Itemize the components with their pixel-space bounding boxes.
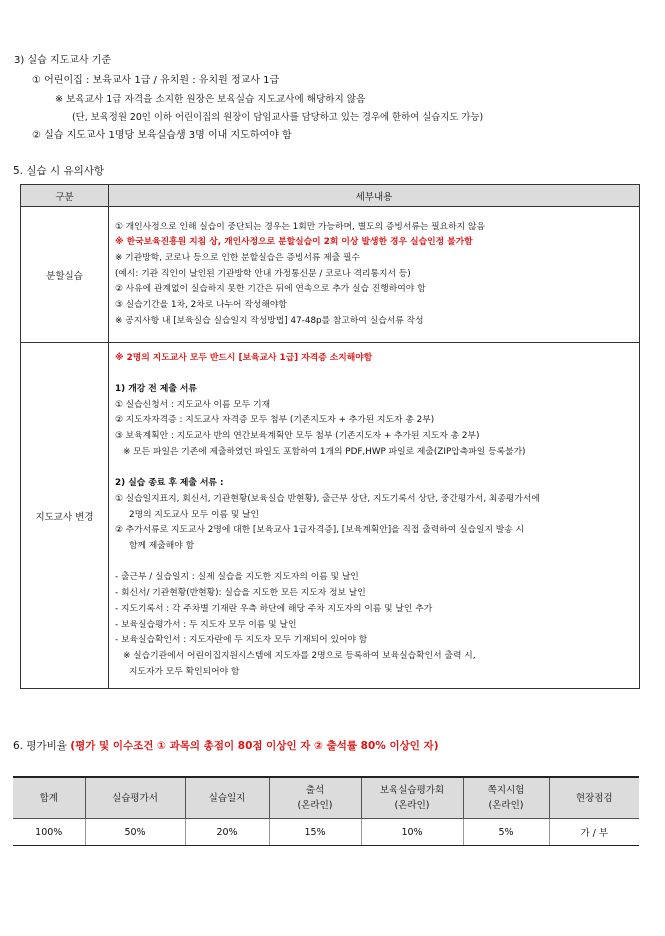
table-row-split-practice	[21, 207, 640, 343]
value-site-inspection: 가 / 부	[549, 819, 639, 846]
evaluation-ratio-table	[13, 776, 639, 846]
value-total: 100%	[13, 819, 85, 846]
after-item-2-cont: 함께 제출해야 함	[129, 541, 195, 552]
header-evaluation-meeting-line1: 보육실습평가회	[379, 785, 445, 796]
header-detail: 세부내용	[109, 185, 640, 207]
supervisor-warning: ※ 2명의 지도교사 모두 반드시 [보육교사 1급] 자격증 소지해야함	[115, 352, 373, 363]
header-quiz	[463, 777, 549, 819]
header-attendance-line1: 출석	[305, 785, 325, 796]
before-submit-title: 1) 개강 전 제출 서류	[115, 384, 197, 395]
before-item-1: ① 실습신청서 : 지도교사 이름 모두 기재	[115, 399, 271, 410]
before-item-note: ※ 모든 파일은 기존에 제출하였던 파일도 포함하여 1개의 PDF,HWP 파일로 제출(ZIP압축파일 등록불가)	[123, 446, 526, 457]
value-evaluation-meeting: 10%	[361, 819, 463, 846]
header-evaluation-meeting	[361, 777, 463, 819]
doc-note-4: - 보육실습평가서 : 두 지도자 모두 이름 및 날인	[115, 619, 297, 630]
value-attendance: 15%	[269, 819, 361, 846]
header-evaluation-meeting-line2: (온라인)	[394, 800, 430, 811]
section3-note: ※ 보육교사 1급 자격을 소지한 원장은 보육실습 지도교사에 해당하지 않음	[55, 94, 366, 105]
row-detail-supervisor-change	[109, 343, 640, 689]
value-quiz: 5%	[463, 819, 549, 846]
header-site-inspection: 현장점검	[549, 777, 639, 819]
row-label-supervisor-change: 지도교사 변경	[21, 343, 109, 689]
after-item-2: ② 추가서류로 지도교사 2명에 대한 [보육교사 1급자격증], [보육계획안]을 직접 출력하여 실습일지 발송 시	[115, 525, 525, 536]
header-quiz-line1: 쪽지시험	[487, 785, 525, 796]
header-practice-evaluation: 실습평가서	[85, 777, 185, 819]
split-line-4: (예시: 기관 직인이 날인된 기관방학 안내 가정통신문 / 코로나 격리통지서 등)	[115, 268, 411, 279]
doc-note-3: - 지도기록서 : 각 주차별 기재란 우측 하단에 해당 주차 지도자의 이름 및 날인 추가	[115, 603, 433, 614]
section5-title: 5. 실습 시 유의사항	[13, 165, 105, 177]
precautions-header-row	[21, 185, 640, 207]
split-line-7: ※ 공지사항 내 [보육실습 실습일지 작성방법] 47-48p를 참고하여 실습서류 작성	[115, 315, 424, 326]
split-line-1: ① 개인사정으로 인해 실습이 중단되는 경우는 1회만 가능하며, 별도의 증빙서류는 필요하지 않음	[115, 221, 485, 232]
header-quiz-line2: (온라인)	[488, 800, 524, 811]
doc-note-5: - 보육실습확인서 : 지도자란에 두 지도자 모두 기재되어 있어야 함	[115, 635, 368, 646]
section6-title	[13, 739, 439, 753]
split-line-5: ② 사유에 관계없이 실습하지 못한 기간은 뒤에 연속으로 추가 실습 진행하여야 함	[115, 284, 426, 295]
table-row-supervisor-change	[21, 343, 640, 689]
section3-item1: ① 어린이집 : 보육교사 1급 / 유치원 : 유치원 정교사 1급	[32, 75, 280, 86]
before-item-2: ② 지도자자격증 : 지도교사 자격증 모두 첨부 (기존지도자 + 추가된 지도자 총 2부)	[115, 415, 435, 426]
doc-note-2: - 회신서/ 기관현황(반현황): 실습을 지도한 모든 지도자 정보 날인	[115, 588, 366, 599]
doc-note-1: - 출근부 / 실습일지 : 실제 실습을 지도한 지도자의 이름 및 날인	[115, 572, 359, 583]
section3-item2: ② 실습 지도교사 1명당 보육실습생 3명 이내 지도하여야 함	[32, 130, 292, 141]
evaluation-header-row	[13, 777, 639, 819]
header-category: 구분	[21, 185, 109, 207]
header-practice-journal: 실습일지	[185, 777, 269, 819]
header-attendance	[269, 777, 361, 819]
row-label-split-practice: 분할실습	[21, 207, 109, 343]
section3-title: 3) 실습 지도교사 기준	[14, 55, 112, 66]
precautions-table	[20, 184, 640, 689]
row-detail-split-practice	[109, 207, 640, 343]
header-total: 합계	[13, 777, 85, 819]
section6-title-prefix: 6. 평가비율	[13, 740, 67, 752]
split-line-6: ③ 실습기간을 1차, 2차로 나누어 작성해야함	[115, 300, 287, 311]
doc-note-6: ※ 실습기관에서 어린이집지원시스템에 지도자를 2명으로 등록하여 보육실습확인서 출력 시,	[123, 650, 476, 661]
section6-title-condition: (평가 및 이수조건 ① 과목의 총점이 80점 이상인 자 ② 출석률 80% 이상인 자)	[70, 740, 439, 752]
doc-note-7: 지도자가 모두 확인되어야 함	[129, 666, 240, 677]
value-practice-evaluation: 50%	[85, 819, 185, 846]
split-line-2-warning: ※ 한국보육진흥원 지침 상, 개인사정으로 분할실습이 2회 이상 발생한 경우 실습인정 불가함	[115, 237, 473, 248]
after-item-1-cont: 2명의 지도교사 모두 이름 및 날인	[129, 509, 260, 520]
evaluation-value-row	[13, 819, 639, 846]
header-attendance-line2: (온라인)	[297, 800, 333, 811]
after-item-1: ① 실습일지표지, 회신서, 기관현황(보육실습 반현황), 출근부 상단, 지도기록서 상단, 중간평가서, 최종평가서에	[115, 493, 540, 504]
after-submit-title: 2) 실습 종료 후 제출 서류 :	[115, 478, 224, 489]
section3-note-sub: (단, 보육정원 20인 이하 어린이집의 원장이 담임교사를 담당하고 있는 경우에 한하여 실습지도 가능)	[72, 112, 484, 123]
split-line-3: ※ 기관방학, 코로나 등으로 인한 분할실습은 증빙서류 제출 필수	[115, 252, 360, 263]
before-item-3: ③ 보육계획안 : 지도교사 반의 연간보육계획안 모두 첨부 (기존지도자 + 추가된 지도자 총 2부)	[115, 431, 480, 442]
value-practice-journal: 20%	[185, 819, 269, 846]
